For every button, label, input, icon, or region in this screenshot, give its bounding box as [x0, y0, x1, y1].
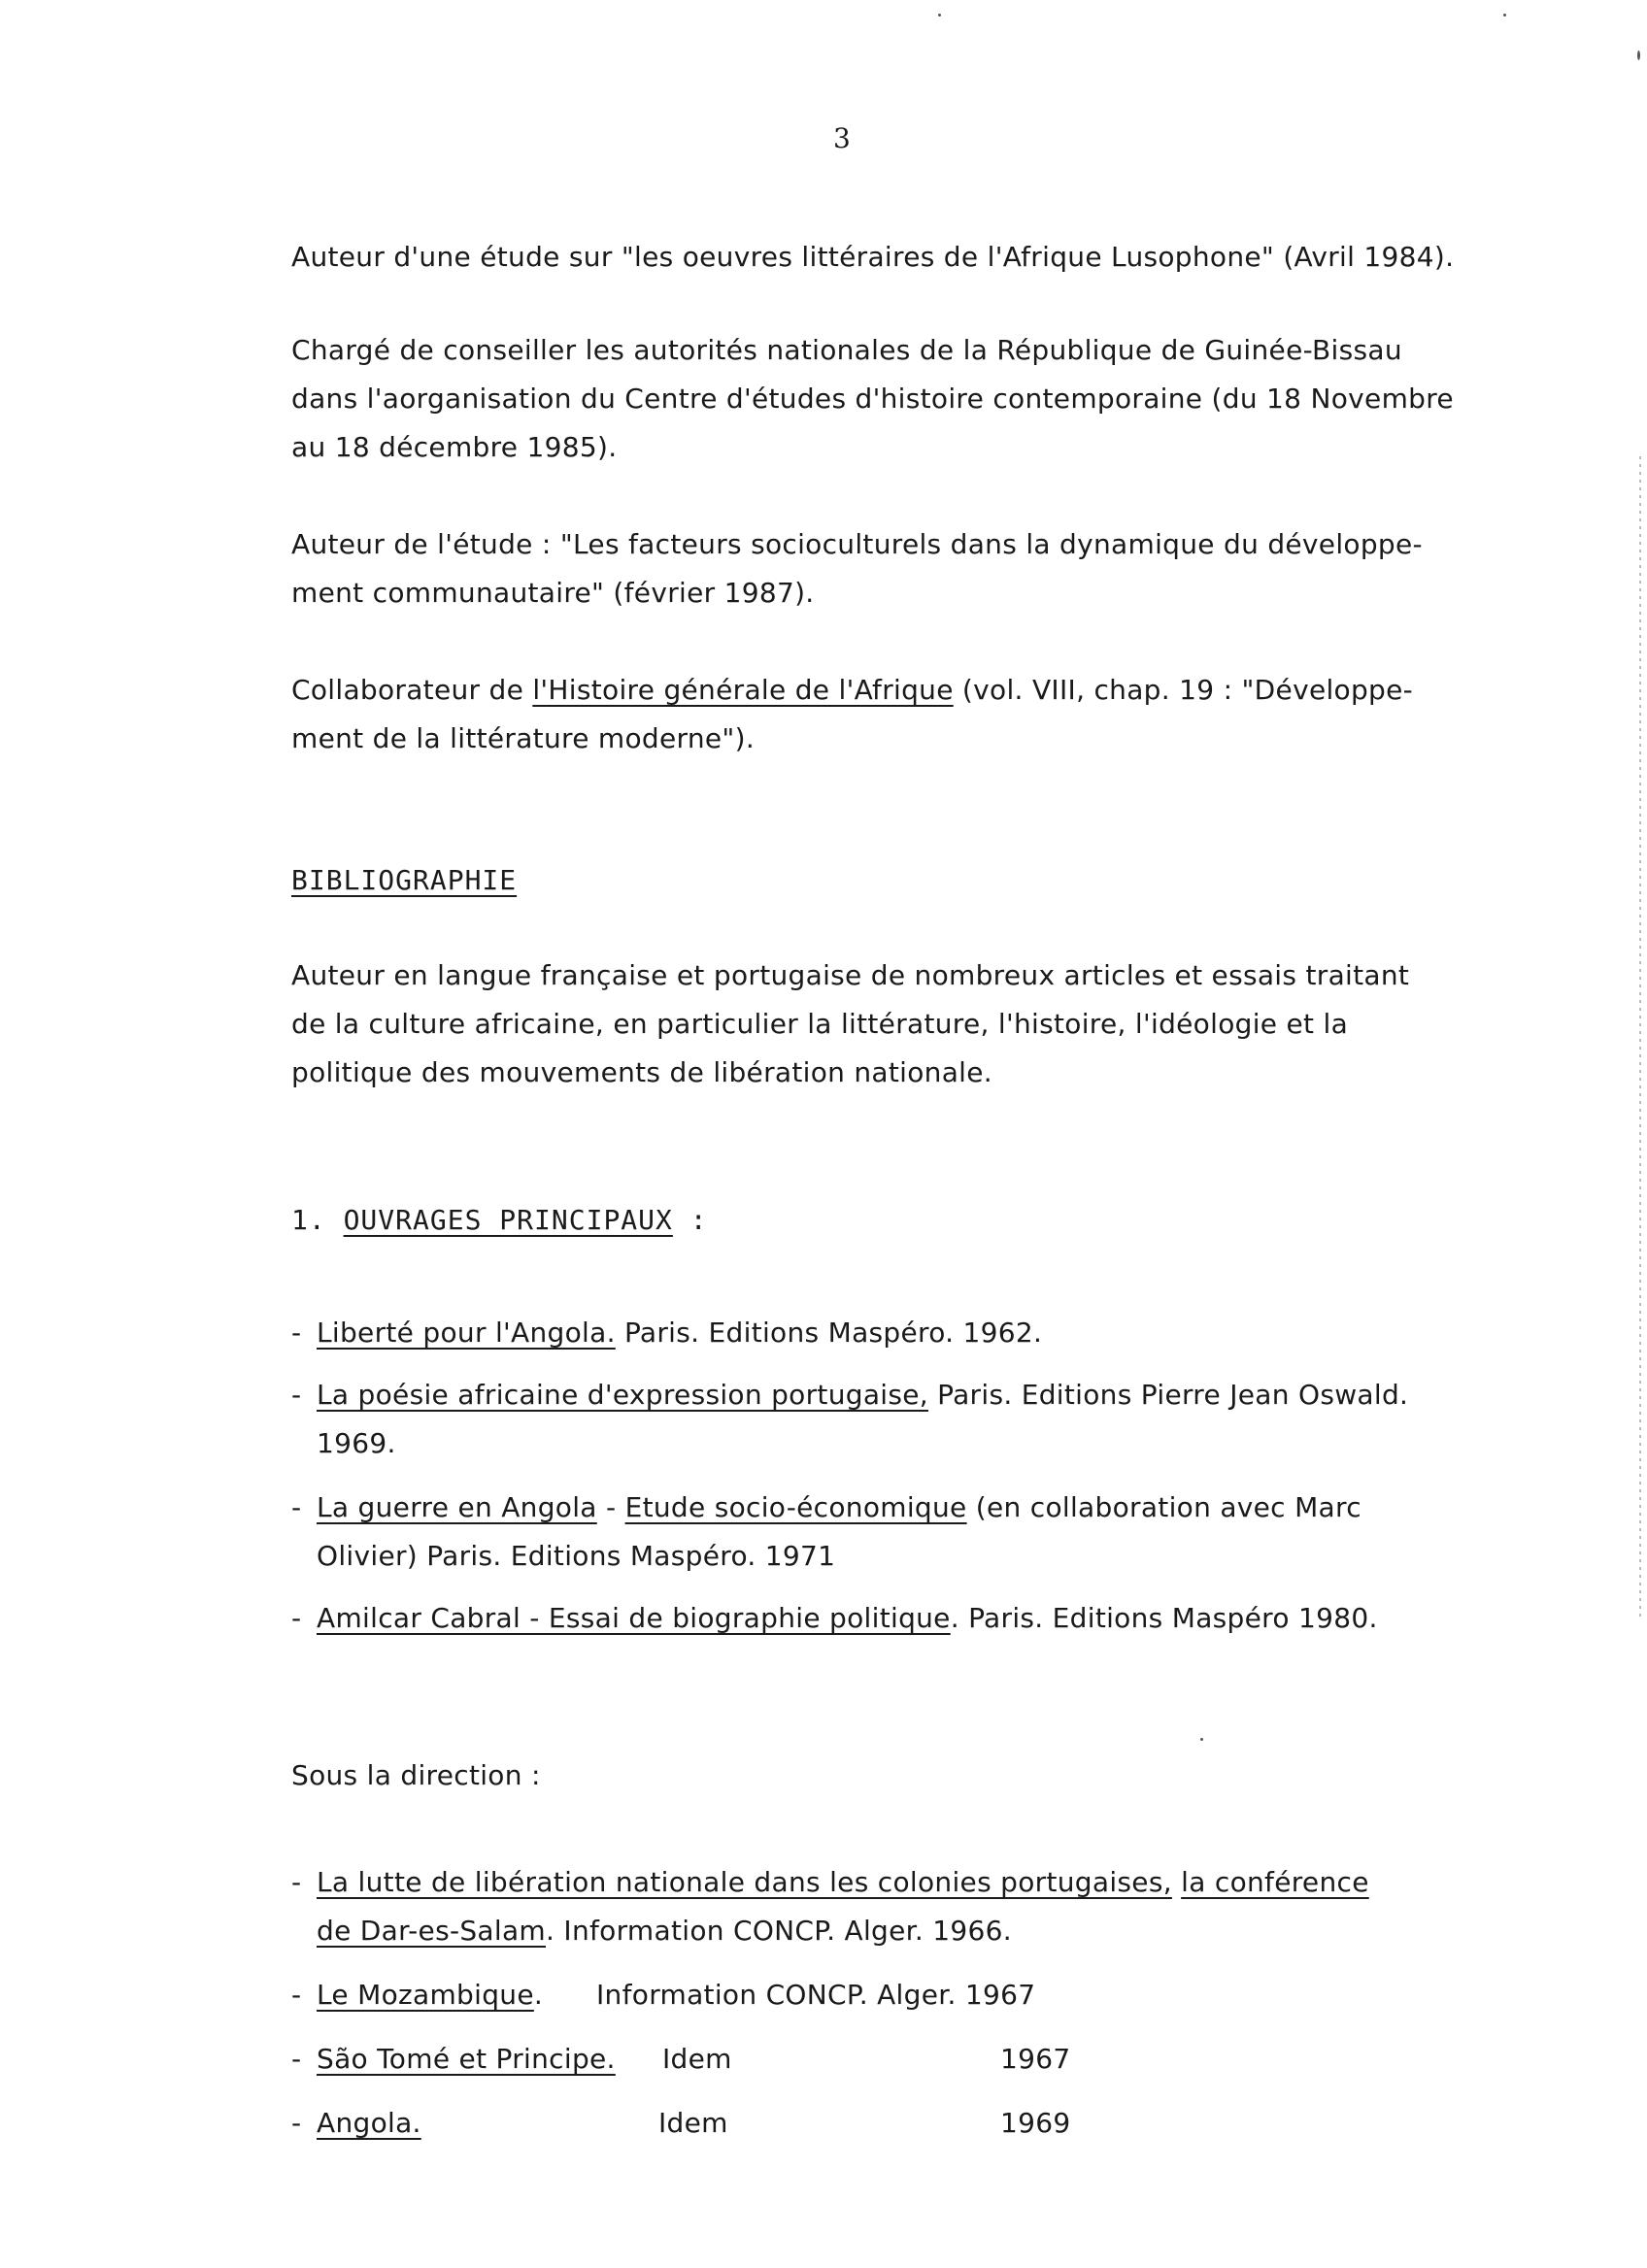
work-subtitle: la conférence [1181, 1866, 1369, 1898]
list-item [291, 1371, 1408, 1419]
work-publisher: Idem [658, 2107, 728, 2139]
work-title: Le Mozambique [317, 1979, 534, 2011]
work-year: 1969 [1000, 2107, 1071, 2139]
work-subtitle: Etude socio-économique [624, 1491, 967, 1523]
paragraph-author-line1: Auteur de l'étude : "Les facteurs socioculturels dans la dynamique du développe- [291, 528, 1423, 560]
work-details: . [533, 1979, 544, 2011]
section-colon: : [689, 1204, 708, 1236]
bibliography-heading: BIBLIOGRAPHIE [291, 864, 518, 896]
work-separator: - [596, 1491, 625, 1523]
bibliography-intro-line3: politique des mouvements de libération nationale. [291, 1056, 992, 1088]
work-details: (en collaboration avec Marc [966, 1491, 1361, 1523]
collaborator-title: l'Histoire générale de l'Afrique [532, 674, 954, 706]
list-item [291, 1858, 1369, 1907]
section-heading [291, 1196, 708, 1245]
work-details: . Paris. Editions Maspéro 1980. [950, 1602, 1378, 1634]
list-dash: - [291, 2043, 302, 2075]
work-details: Paris. Editions Pierre Jean Oswald. [927, 1379, 1409, 1411]
work-title: São Tomé et Principe. [317, 2043, 616, 2075]
list-dash: - [291, 1979, 302, 2011]
list-dash: - [291, 1491, 302, 1523]
list-dash: - [291, 1602, 302, 1634]
list-item [291, 1594, 1378, 1643]
scan-speck [1503, 14, 1506, 17]
list-item-continuation [291, 1907, 1012, 1955]
scan-speck [1200, 1738, 1203, 1741]
collaborator-prefix: Collaborateur de [291, 674, 533, 706]
work-title: La guerre en Angola [317, 1491, 597, 1523]
work-publisher: Idem [662, 2043, 732, 2075]
section-number: 1. [291, 1204, 326, 1236]
list-dash: - [291, 1317, 302, 1349]
scan-speck [1637, 50, 1640, 60]
work-separator [1172, 1866, 1181, 1898]
work-title: La poésie africaine d'expression portugaise, [317, 1379, 928, 1411]
scan-speck [938, 14, 941, 17]
work-title: Angola. [317, 2107, 421, 2139]
paragraph-author-line2: ment communautaire" (février 1987). [291, 577, 815, 609]
section-title: OUVRAGES PRINCIPAUX [343, 1204, 673, 1236]
paragraph-advisor-line1: Chargé de conseiller les autorités nationales de la République de Guinée-Bissau [291, 334, 1402, 366]
work-details: Paris. Editions Maspéro. 1962. [615, 1317, 1043, 1349]
paragraph-advisor-line2: dans l'aorganisation du Centre d'études d'histoire contemporaine (du 18 Novembre [291, 383, 1454, 415]
direction-label: Sous la direction : [291, 1759, 541, 1791]
work-publisher: Information CONCP. Alger. 1967 [596, 1979, 1036, 2011]
work-title: Liberté pour l'Angola. [317, 1317, 616, 1349]
list-item-continuation: Olivier) Paris. Editions Maspéro. 1971 [317, 1540, 836, 1572]
work-year: 1967 [1000, 2043, 1071, 2075]
paragraph-study: Auteur d'une étude sur "les oeuvres littéraires de l'Afrique Lusophone" (Avril 1984). [291, 241, 1455, 273]
paragraph-advisor-line3: au 18 décembre 1985). [291, 431, 618, 463]
list-dash: - [291, 1866, 302, 1898]
list-item-continuation: 1969. [317, 1427, 396, 1459]
bibliography-intro-line2: de la culture africaine, en particulier la littérature, l'histoire, l'idéologie et la [291, 1008, 1349, 1040]
list-dash: - [291, 2107, 302, 2139]
list-item [291, 2099, 421, 2148]
paragraph-collaborator-line2: ment de la littérature moderne"). [291, 722, 756, 754]
work-title-continued: de Dar-es-Salam [317, 1915, 547, 1947]
page-number: 3 [833, 122, 851, 154]
list-item [291, 1484, 1361, 1532]
list-item [291, 2035, 616, 2084]
paragraph-collaborator-line1 [291, 666, 1413, 715]
work-title: Amilcar Cabral - Essai de biographie politique [317, 1602, 951, 1634]
work-details: . Information CONCP. Alger. 1966. [546, 1915, 1012, 1947]
bibliography-intro-line1: Auteur en langue française et portugaise de nombreux articles et essais traitant [291, 959, 1410, 991]
scan-edge-marks [1639, 456, 1641, 1621]
collaborator-suffix: (vol. VIII, chap. 19 : "Développe- [953, 674, 1414, 706]
work-title: La lutte de libération nationale dans les colonies portugaises, [317, 1866, 1172, 1898]
list-dash: - [291, 1379, 302, 1411]
list-item [291, 1971, 543, 2019]
list-item [291, 1309, 1042, 1357]
